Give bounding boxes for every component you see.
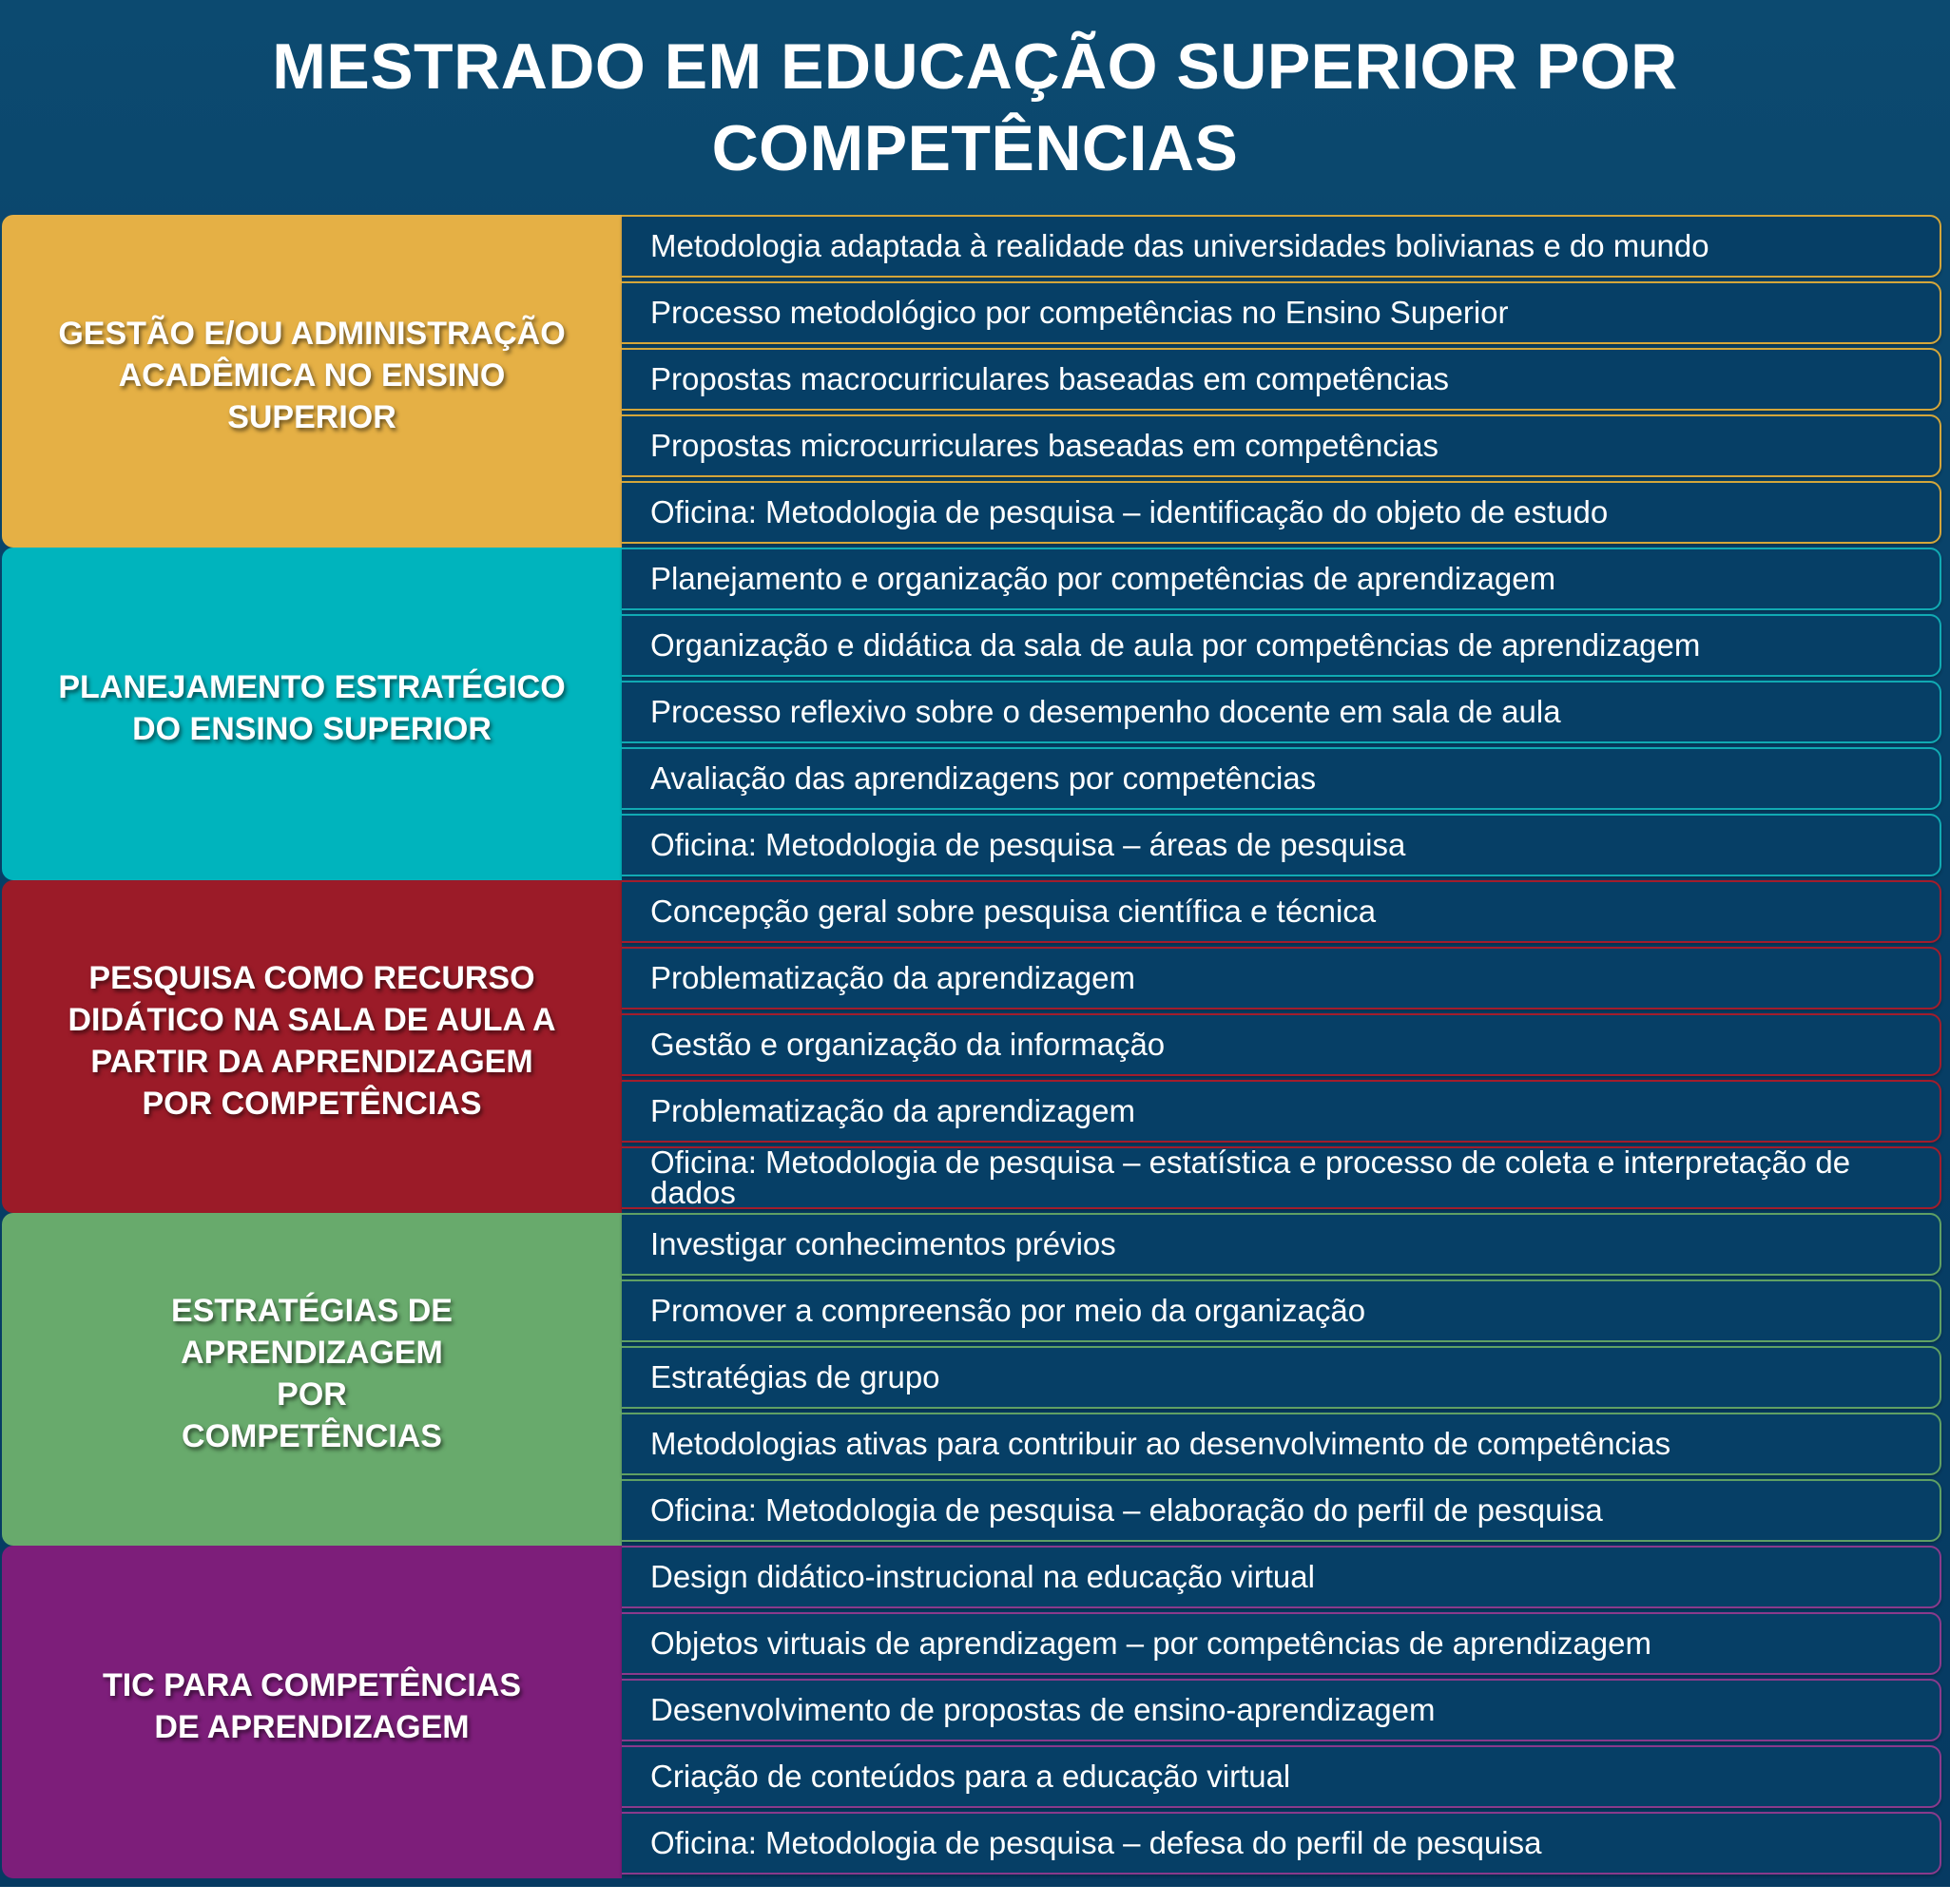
page-title	[0, 6, 1950, 209]
topic-row	[622, 1013, 1941, 1076]
module-section-research	[2, 880, 1941, 1213]
topic-row	[622, 1080, 1941, 1143]
module-section-ict	[2, 1546, 1941, 1878]
title-line-2: COMPETÊNCIAS	[711, 112, 1239, 184]
module-category-label: GESTÃO E/OU ADMINISTRAÇÃO ACADÊMICA NO ENSINO SUPERIOR	[58, 316, 566, 435]
module-category-box	[2, 548, 622, 880]
module-category-label: ESTRATÉGIAS DE APRENDIZAGEM POR COMPETÊNCIAS	[171, 1293, 453, 1454]
topic-text: Problematização da aprendizagem	[650, 1093, 1135, 1128]
module-topic-list	[622, 1546, 1941, 1878]
module-topic-list	[622, 548, 1941, 880]
topic-row	[622, 814, 1941, 876]
topic-row	[622, 1346, 1941, 1409]
topic-row	[622, 1413, 1941, 1475]
module-topic-list	[622, 215, 1941, 548]
topic-text: Gestão e organização da informação	[650, 1027, 1166, 1062]
topic-row	[622, 414, 1941, 477]
module-topic-list	[622, 1213, 1941, 1546]
topic-row	[622, 1546, 1941, 1608]
topic-row	[622, 348, 1941, 411]
topic-text: Criação de conteúdos para a educação virtual	[650, 1759, 1291, 1794]
topic-row	[622, 1745, 1941, 1808]
topic-text: Desenvolvimento de propostas de ensino-aprendizagem	[650, 1692, 1436, 1727]
topic-row	[622, 947, 1941, 1010]
topic-text: Oficina: Metodologia de pesquisa – áreas de pesquisa	[650, 827, 1406, 862]
topic-text: Propostas macrocurriculares baseadas em competências	[650, 361, 1450, 396]
module-topic-list	[622, 880, 1941, 1213]
module-category-box	[2, 215, 622, 548]
topic-row	[622, 880, 1941, 943]
topic-row	[622, 614, 1941, 677]
topic-row	[622, 747, 1941, 810]
topic-row	[622, 681, 1941, 743]
module-list	[2, 215, 1941, 1878]
topic-text: Design didático-instrucional na educação virtual	[650, 1559, 1315, 1594]
topic-text: Estratégias de grupo	[650, 1359, 940, 1394]
topic-text: Processo reflexivo sobre o desempenho docente em sala de aula	[650, 694, 1561, 729]
topic-text: Investigar conhecimentos prévios	[650, 1226, 1116, 1261]
topic-text: Metodologia adaptada à realidade das universidades bolivianas e do mundo	[650, 228, 1709, 263]
topic-row	[622, 548, 1941, 610]
topic-row	[622, 1812, 1941, 1875]
topic-text: Objetos virtuais de aprendizagem – por competências de aprendizagem	[650, 1625, 1651, 1661]
module-section-strategies	[2, 1213, 1941, 1546]
topic-text: Oficina: Metodologia de pesquisa – estatística e processo de coleta e interpretação de dados	[650, 1144, 1851, 1210]
topic-row	[622, 215, 1941, 278]
topic-row	[622, 1213, 1941, 1276]
topic-row	[622, 1479, 1941, 1542]
module-category-box	[2, 1213, 622, 1546]
topic-row	[622, 1279, 1941, 1342]
topic-text: Organização e didática da sala de aula por competências de aprendizagem	[650, 627, 1701, 663]
topic-row	[622, 481, 1941, 544]
topic-text: Propostas microcurriculares baseadas em competências	[650, 428, 1439, 463]
module-category-label: TIC PARA COMPETÊNCIAS DE APRENDIZAGEM	[102, 1667, 522, 1745]
module-section-management	[2, 215, 1941, 548]
module-section-planning	[2, 548, 1941, 880]
title-line-1: MESTRADO EM EDUCAÇÃO SUPERIOR POR	[272, 30, 1678, 103]
topic-text: Oficina: Metodologia de pesquisa – identificação do objeto de estudo	[650, 494, 1609, 529]
module-category-box	[2, 880, 622, 1213]
topic-row	[622, 281, 1941, 344]
topic-row	[622, 1146, 1941, 1209]
topic-text: Promover a compreensão por meio da organização	[650, 1293, 1366, 1328]
module-category-label: PESQUISA COMO RECURSO DIDÁTICO NA SALA DE AULA A PARTIR DA APRENDIZAGEM POR COMPETÊNCIAS	[68, 960, 556, 1122]
topic-text: Oficina: Metodologia de pesquisa – elaboração do perfil de pesquisa	[650, 1492, 1603, 1528]
topic-text: Metodologias ativas para contribuir ao desenvolvimento de competências	[650, 1426, 1671, 1461]
topic-text: Avaliação das aprendizagens por competências	[650, 760, 1317, 796]
topic-text: Processo metodológico por competências no Ensino Superior	[650, 295, 1509, 330]
topic-text: Oficina: Metodologia de pesquisa – defesa do perfil de pesquisa	[650, 1825, 1542, 1860]
topic-row	[622, 1612, 1941, 1675]
topic-text: Problematização da aprendizagem	[650, 960, 1135, 995]
topic-text: Planejamento e organização por competências de aprendizagem	[650, 561, 1556, 596]
topic-row	[622, 1679, 1941, 1741]
module-category-label: PLANEJAMENTO ESTRATÉGICO DO ENSINO SUPERIOR	[58, 669, 566, 747]
topic-text: Concepção geral sobre pesquisa científica e técnica	[650, 894, 1377, 929]
module-category-box	[2, 1546, 622, 1878]
